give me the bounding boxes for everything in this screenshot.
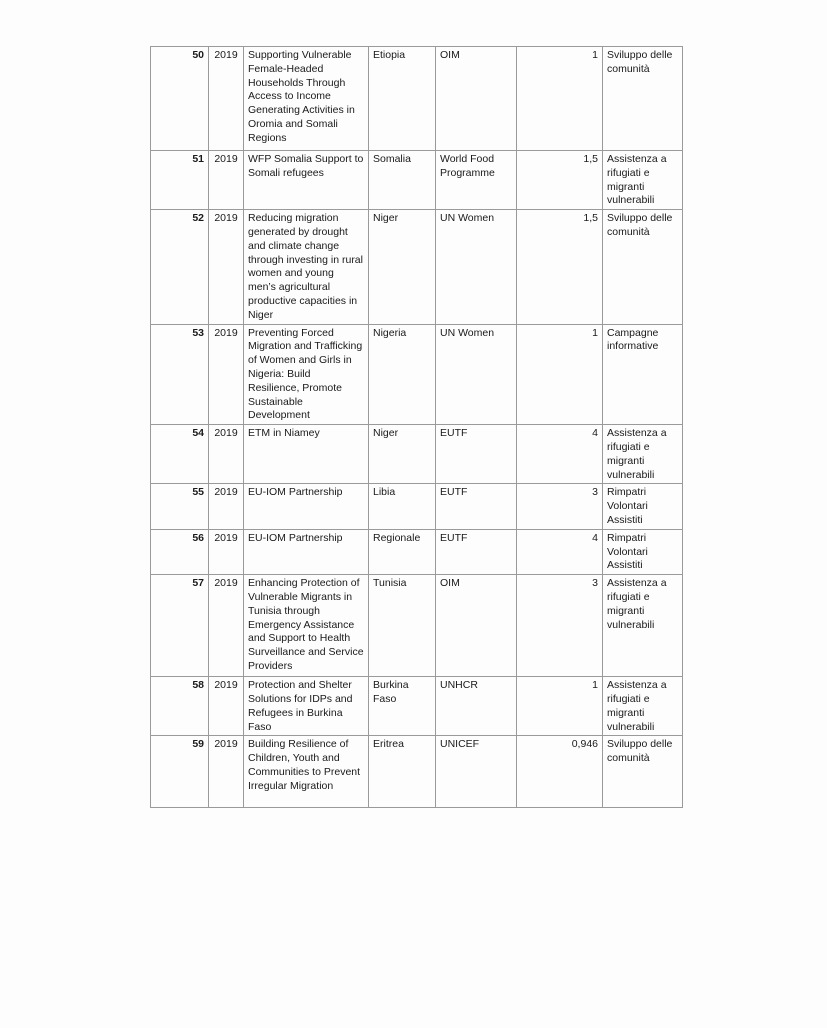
- row-partner: OIM: [436, 47, 517, 151]
- row-amount: 1: [517, 677, 603, 736]
- row-amount: 1: [517, 324, 603, 425]
- row-year: 2019: [209, 324, 244, 425]
- row-title: Protection and Shelter Solutions for IDPs and Refugees in Burkina Faso: [244, 677, 369, 736]
- table-row: [151, 484, 683, 529]
- row-title: Enhancing Protection of Vulnerable Migrants in Tunisia through Emergency Assistance and Support to Health Surveillance and Service Providers: [244, 575, 369, 677]
- row-partner: EUTF: [436, 484, 517, 529]
- row-year: 2019: [209, 47, 244, 151]
- row-category: Assistenza a rifugiati e migranti vulnerabili: [603, 151, 683, 210]
- row-amount: 1,5: [517, 151, 603, 210]
- row-amount: 1,5: [517, 210, 603, 324]
- row-country: Regionale: [369, 529, 436, 574]
- table-row: [151, 324, 683, 425]
- row-country: Eritrea: [369, 736, 436, 808]
- row-country: Nigeria: [369, 324, 436, 425]
- table-row: [151, 47, 683, 151]
- row-number: 50: [151, 47, 209, 151]
- row-number: 54: [151, 425, 209, 484]
- row-category: Sviluppo delle comunità: [603, 736, 683, 808]
- row-year: 2019: [209, 575, 244, 677]
- row-category: Sviluppo delle comunità: [603, 47, 683, 151]
- row-category: Assistenza a rifugiati e migranti vulnerabili: [603, 425, 683, 484]
- row-amount: 0,946: [517, 736, 603, 808]
- row-partner: UN Women: [436, 324, 517, 425]
- row-partner: UN Women: [436, 210, 517, 324]
- row-year: 2019: [209, 484, 244, 529]
- row-title: Reducing migration generated by drought and climate change through investing in rural women and young men’s agricultural productive capacities in Niger: [244, 210, 369, 324]
- row-number: 57: [151, 575, 209, 677]
- table-row: [151, 210, 683, 324]
- row-partner: UNICEF: [436, 736, 517, 808]
- row-number: 52: [151, 210, 209, 324]
- row-title: Supporting Vulnerable Female-Headed Households Through Access to Income Generating Activities in Oromia and Somali Regions: [244, 47, 369, 151]
- row-year: 2019: [209, 151, 244, 210]
- row-category: Rimpatri Volontari Assistiti: [603, 484, 683, 529]
- row-category: Assistenza a rifugiati e migranti vulnerabili: [603, 575, 683, 677]
- table-row: [151, 736, 683, 808]
- row-title: Building Resilience of Children, Youth and Communities to Prevent Irregular Migration: [244, 736, 369, 808]
- row-amount: 3: [517, 575, 603, 677]
- row-partner: EUTF: [436, 529, 517, 574]
- projects-table: [150, 46, 683, 808]
- row-amount: 1: [517, 47, 603, 151]
- table-row: [151, 575, 683, 677]
- row-category: Campagne informative: [603, 324, 683, 425]
- row-category: Sviluppo delle comunità: [603, 210, 683, 324]
- row-year: 2019: [209, 736, 244, 808]
- table-row: [151, 151, 683, 210]
- row-title: EU-IOM Partnership: [244, 529, 369, 574]
- row-title: EU-IOM Partnership: [244, 484, 369, 529]
- row-category: Rimpatri Volontari Assistiti: [603, 529, 683, 574]
- row-partner: UNHCR: [436, 677, 517, 736]
- row-title: ETM in Niamey: [244, 425, 369, 484]
- row-number: 56: [151, 529, 209, 574]
- row-year: 2019: [209, 210, 244, 324]
- row-category: Assistenza a rifugiati e migranti vulnerabili: [603, 677, 683, 736]
- row-country: Somalia: [369, 151, 436, 210]
- row-partner: OIM: [436, 575, 517, 677]
- row-title: WFP Somalia Support to Somali refugees: [244, 151, 369, 210]
- row-amount: 4: [517, 425, 603, 484]
- row-year: 2019: [209, 677, 244, 736]
- row-country: Burkina Faso: [369, 677, 436, 736]
- row-country: Etiopia: [369, 47, 436, 151]
- row-number: 55: [151, 484, 209, 529]
- row-year: 2019: [209, 425, 244, 484]
- row-number: 58: [151, 677, 209, 736]
- row-country: Niger: [369, 210, 436, 324]
- row-number: 59: [151, 736, 209, 808]
- row-amount: 4: [517, 529, 603, 574]
- table-row: [151, 425, 683, 484]
- table-row: [151, 677, 683, 736]
- row-country: Tunisia: [369, 575, 436, 677]
- row-amount: 3: [517, 484, 603, 529]
- row-partner: World Food Programme: [436, 151, 517, 210]
- row-country: Libia: [369, 484, 436, 529]
- row-number: 53: [151, 324, 209, 425]
- row-partner: EUTF: [436, 425, 517, 484]
- row-title: Preventing Forced Migration and Trafficking of Women and Girls in Nigeria: Build Resilience, Promote Sustainable Development: [244, 324, 369, 425]
- row-number: 51: [151, 151, 209, 210]
- table-row: [151, 529, 683, 574]
- row-year: 2019: [209, 529, 244, 574]
- row-country: Niger: [369, 425, 436, 484]
